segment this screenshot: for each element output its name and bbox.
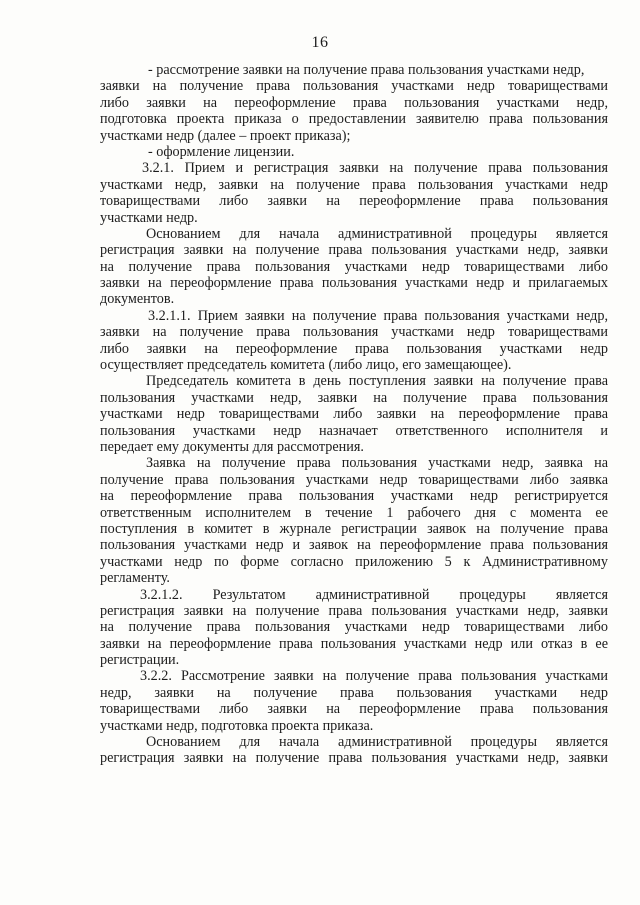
text-line: либо заявки на переоформление права пользования участками недр, — [100, 94, 608, 111]
text-line: либо заявки на переоформление права пользования участками недр — [100, 340, 608, 357]
text-line: получение права пользования участками недр товариществами либо заявка — [100, 471, 608, 488]
text-line: осуществляет председатель комитета (либо лицо, его замещающее). — [100, 357, 512, 374]
text-line: на переоформление права пользования участками недр регистрируется — [100, 488, 608, 505]
text-line: участками недр товариществами либо заявки на переоформление права — [100, 406, 608, 423]
text-line: регистрации. — [100, 652, 180, 669]
text-line: пользования участками недр и заявок на переоформление права пользования — [100, 537, 608, 554]
text-line: 3.2.1.2. Результатом административной процедуры является — [140, 586, 608, 603]
document-body — [100, 62, 608, 767]
text-line: - рассмотрение заявки на получение права пользования участками недр, — [148, 62, 585, 78]
text-line: 3.2.1.1. Прием заявки на получение права пользования участками недр, — [148, 307, 608, 324]
text-line: 3.2.2. Рассмотрение заявки на получение права пользования участками — [140, 668, 608, 685]
text-line: заявки на переоформление права пользования участками недр и прилагаемых — [100, 275, 608, 292]
text-line: на получение права пользования участками недр товариществами либо — [100, 619, 608, 636]
text-line: участками недр, подготовка проекта приказа. — [100, 717, 374, 734]
text-line: подготовка проекта приказа о предоставлении заявителю права пользования — [100, 111, 608, 128]
text-line: заявки на получение права пользования участками недр товариществами — [100, 78, 608, 95]
text-line: участками недр (далее – проект приказа); — [100, 127, 351, 144]
text-line: 3.2.1. Прием и регистрация заявки на получение права пользования — [142, 160, 608, 177]
text-line: Основанием для начала административной процедуры является — [146, 734, 608, 751]
text-line: регистрация заявки на получение права пользования участками недр, заявки — [100, 242, 608, 259]
text-line: ответственным исполнителем в течение 1 рабочего дня с момента ее — [100, 504, 608, 521]
text-line: - оформление лицензии. — [148, 143, 295, 160]
text-line: Основанием для начала административной процедуры является — [146, 225, 608, 242]
text-line: передает ему документы для рассмотрения. — [100, 438, 364, 455]
text-line: товариществами либо заявки на переоформление права пользования — [100, 701, 608, 718]
text-line: заявки на переоформление права пользования участками недр или отказ в ее — [100, 635, 608, 652]
text-line: Заявка на получение права пользования участками недр, заявка на — [146, 455, 608, 472]
text-line: пользования участками недр назначает ответственного исполнителя и — [100, 422, 608, 439]
text-line: товариществами либо заявки на переоформление права пользования — [100, 193, 608, 210]
text-line: на получение права пользования участками недр товариществами либо — [100, 258, 608, 275]
text-line: заявки на получение права пользования участками недр товариществами — [100, 324, 608, 341]
text-line: регламенту. — [100, 570, 170, 587]
text-line: регистрация заявки на получение права пользования участками недр, заявки — [100, 750, 608, 767]
text-line: Председатель комитета в день поступления заявки на получение права — [146, 373, 608, 390]
text-line: участками недр. — [100, 209, 198, 226]
page-number: 16 — [311, 34, 329, 51]
text-line: участками недр, заявки на получение права пользования участками недр — [100, 176, 608, 193]
text-line: пользования участками недр, заявки на получение права пользования — [100, 389, 608, 406]
text-line: документов. — [100, 291, 175, 308]
text-line: регистрация заявки на получение права пользования участками недр, заявки — [100, 602, 608, 619]
text-line: участками недр по форме согласно приложению 5 к Административному — [100, 553, 608, 570]
text-line: недр, заявки на получение права пользования участками недр — [100, 684, 608, 701]
text-line: поступления в комитет в журнале регистрации заявок на получение права — [100, 520, 608, 537]
